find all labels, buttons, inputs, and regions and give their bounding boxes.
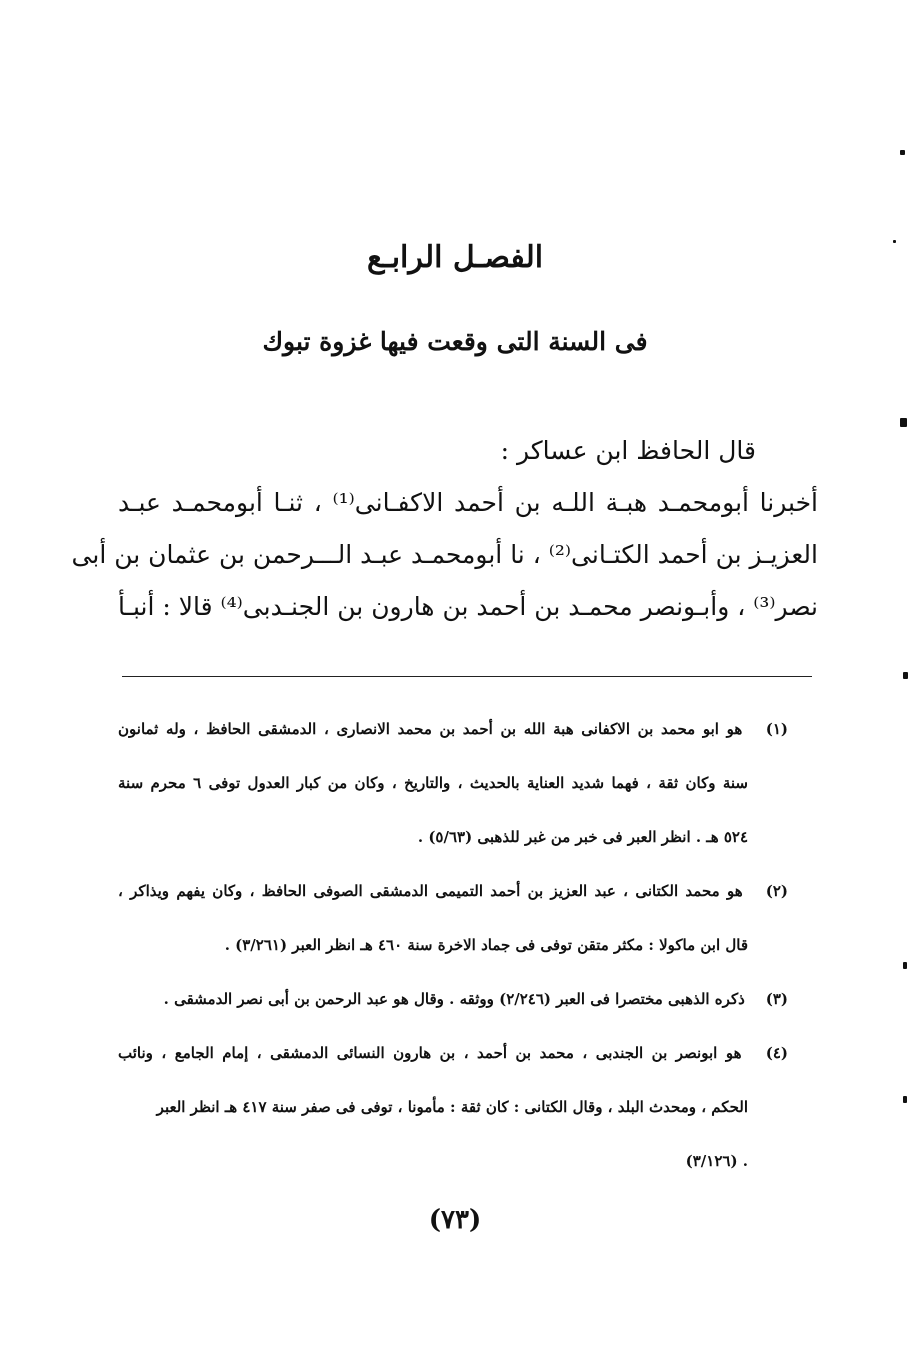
footnote-line: الحكم ، ومحدث البلد ، وقال الكتانى : كان ثقة : مأمونا ، توفى فى صفر سنة ٤١٧ هـ انظر العبر [156, 1098, 748, 1116]
footnote-line: ٥٢٤ هـ . انظر العبر فى خبر من غبر للذهبى (٥/٦٣) . [417, 828, 748, 846]
footnotes [118, 702, 788, 1188]
footnote [118, 702, 788, 864]
footnote-line: قال ابن ماكولا : مكثر متقن توفى فى جماد الاخرة سنة ٤٦٠ هـ انظر العبر (٣/٢٦١) . [224, 936, 748, 954]
footnote-line: ذكره الذهبى مختصرا فى العبر (٢/٢٤٦) ووثقه . وقال هو عبد الرحمن بن أبى نصر الدمشقى . [163, 990, 745, 1008]
footnote [118, 972, 788, 1026]
footnote-separator [122, 676, 812, 677]
chapter-title: الفصـل الرابـع [366, 240, 544, 275]
scan-speck [900, 150, 905, 155]
scan-speck [893, 240, 896, 243]
footnote-number: (١) [765, 720, 788, 738]
body-line: قال الحافظ ابن عساكر : [500, 436, 756, 465]
footnote-line: سنة وكان ثقة ، فهما شديد العناية بالحديث ، والتاريخ ، وكان من كبار العدول توفى ٦ محرم سنة [118, 774, 748, 792]
body-line: أخبرنا أبومحمـد هبـة اللـه بن أحمد الاكفـانى⁽¹⁾ ، ثنـا أبومحمـد عبـد [118, 488, 818, 517]
footnote-number: (٢) [765, 882, 788, 900]
scan-speck [903, 1096, 907, 1103]
footnote-line: . (٣/١٢٦) [685, 1152, 748, 1170]
footnote-line: هو محمد الكتانى ، عبد العزيز بن أحمد التميمى الدمشقى الصوفى الحافظ ، وكان يفهم ويذاكر ، [118, 882, 743, 900]
footnote [118, 864, 788, 972]
footnote-number: (٣) [765, 990, 788, 1008]
scan-speck [903, 672, 908, 679]
page-number: (٧٣) [428, 1205, 482, 1235]
body-line: العزيـز بن أحمد الكتـانى⁽²⁾ ، نا أبومحمـد عبـد الـــرحمن بن عثمان بن أبى [71, 540, 818, 569]
body-text [71, 425, 818, 633]
footnote-line: هو ابو محمد بن الاكفانى هبة الله بن أحمد بن محمد الانصارى ، الدمشقى الحافظ ، وله ثمانون [118, 720, 743, 738]
scan-speck [900, 418, 907, 427]
footnote-line: هو ابونصر بن الجندبى ، محمد بن أحمد ، بن هارون النسائى الدمشقى ، إمام الجامع ، ونائب [118, 1044, 742, 1062]
footnote [118, 1026, 788, 1188]
body-line: نصر⁽³⁾ ، وأبـونصر محمـد بن أحمد بن هارون بن الجنـدبى⁽⁴⁾ قالا : أنبـأ [118, 592, 818, 621]
footnote-number: (٤) [765, 1044, 788, 1062]
chapter-subtitle: فى السنة التى وقعت فيها غزوة تبوك [262, 327, 648, 356]
scan-speck [903, 962, 907, 969]
